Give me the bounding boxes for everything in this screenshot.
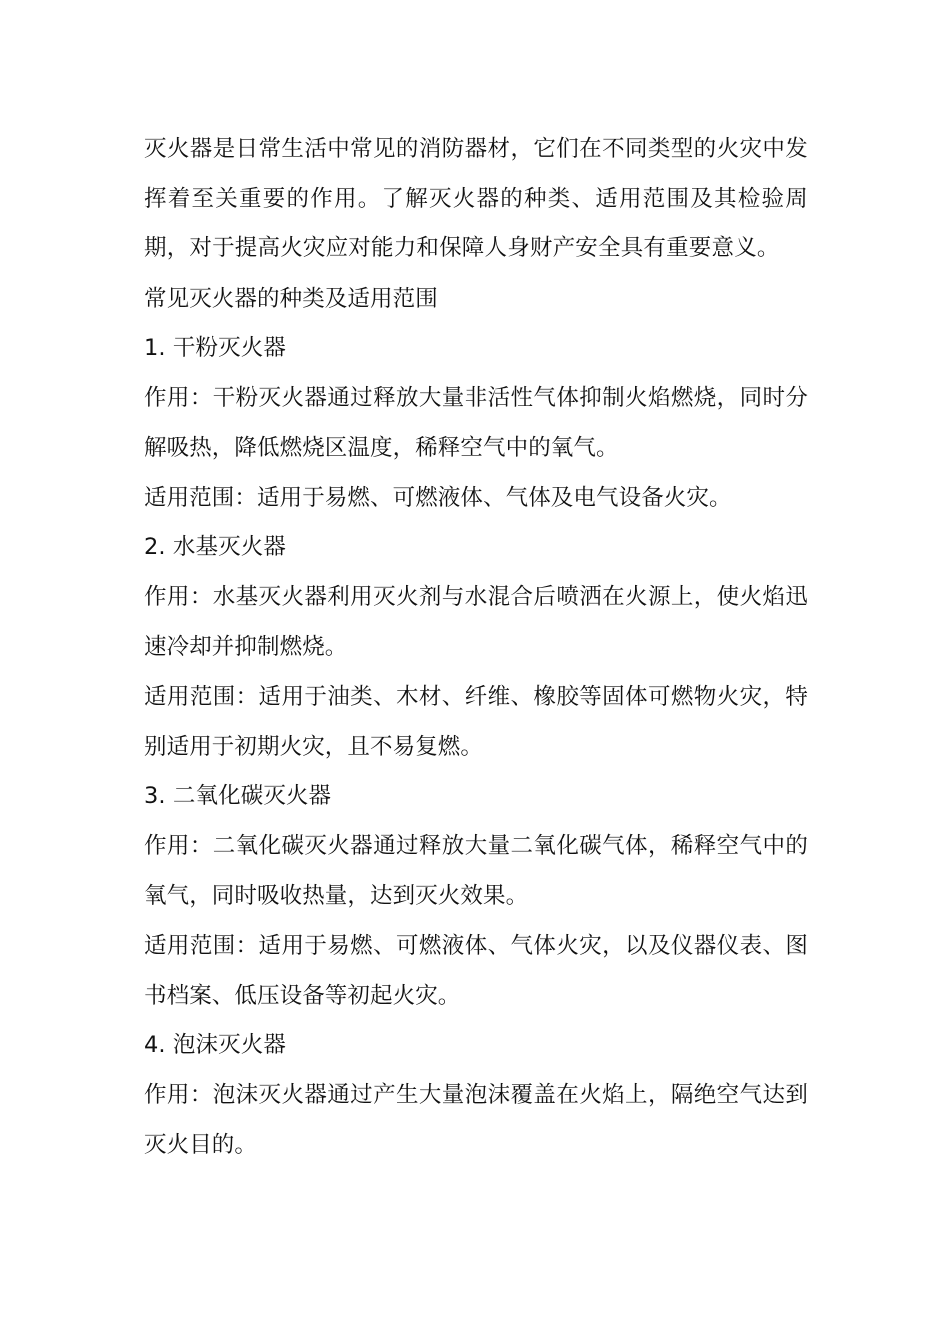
document-body [144, 125, 808, 1171]
item-heading-co2: 3. 二氧化碳灭火器 [144, 783, 332, 810]
item-scope-dry-powder: 适用范围：适用于易燃、可燃液体、气体及电气设备火灾。 [144, 484, 732, 511]
item-effect-dry-powder: 作用：干粉灭火器通过释放大量非活性气体抑制火焰燃烧，同时分解吸热，降低燃烧区温度，稀释空气中的氧气。 [144, 385, 808, 461]
item-scope-water-based: 适用范围：适用于油类、木材、纤维、橡胶等固体可燃物火灾，特别适用于初期火灾，且不易复燃。 [144, 683, 808, 760]
section-title: 常见灭火器的种类及适用范围 [144, 285, 438, 312]
item-heading-foam: 4. 泡沫灭火器 [144, 1032, 286, 1059]
item-effect-foam: 作用：泡沫灭火器通过产生大量泡沫覆盖在火焰上，隔绝空气达到灭火目的。 [144, 1082, 808, 1159]
item-effect-co2: 作用：二氧化碳灭火器通过释放大量二氧化碳气体，稀释空气中的氧气，同时吸收热量，达到灭火效果。 [144, 833, 808, 910]
item-effect-water-based: 作用：水基灭火器利用灭火剂与水混合后喷洒在火源上，使火焰迅速冷却并抑制燃烧。 [144, 584, 808, 661]
item-scope-co2: 适用范围：适用于易燃、可燃液体、气体火灾，以及仪器仪表、图书档案、低压设备等初起火灾。 [144, 932, 808, 1009]
item-heading-dry-powder: 1. 干粉灭火器 [144, 335, 286, 362]
item-heading-water-based: 2. 水基灭火器 [144, 534, 286, 561]
intro-paragraph: 灭火器是日常生活中常见的消防器材，它们在不同类型的火灾中发挥着至关重要的作用。了解灭火器的种类、适用范围及其检验周期，对于提高火灾应对能力和保障人身财产安全具有重要意义。 [144, 136, 808, 261]
